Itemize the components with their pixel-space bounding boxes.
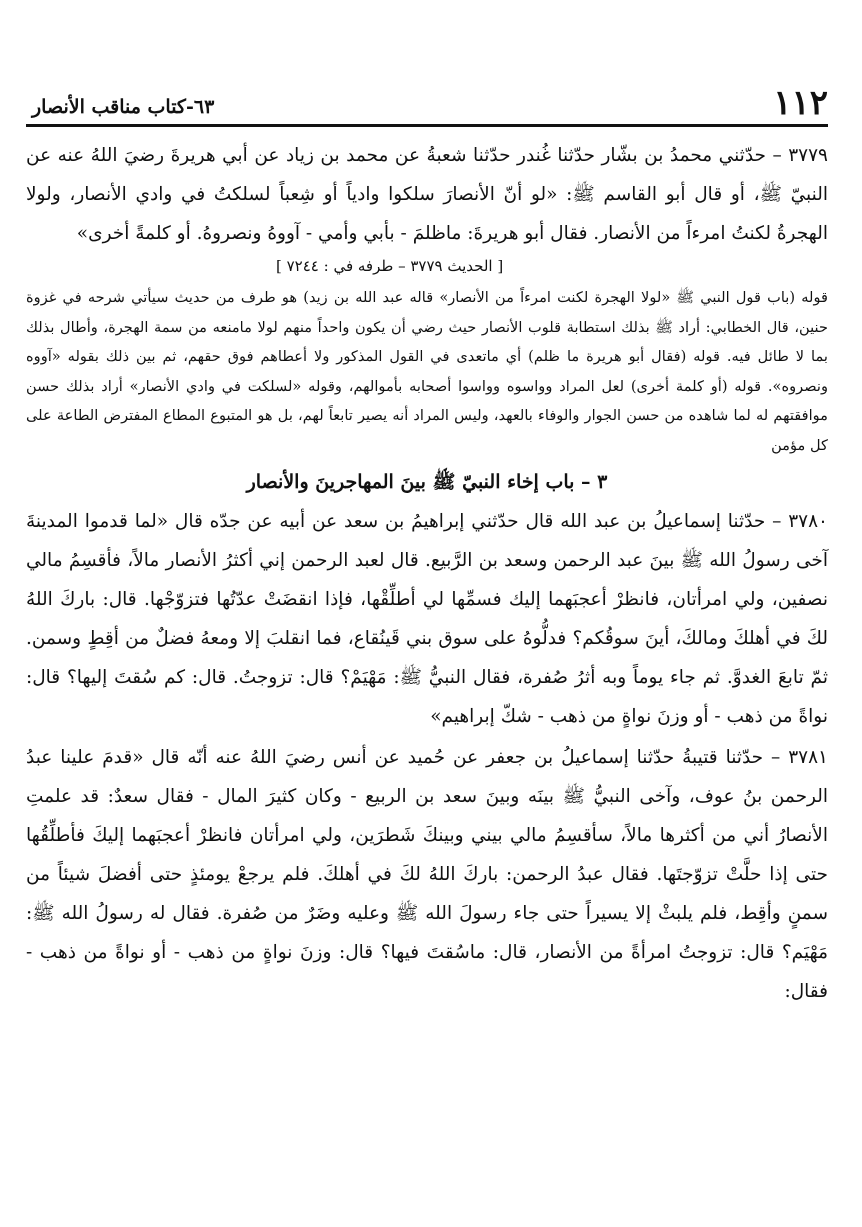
chapter-heading: ٣ – باب إخاء النبيّ ﷺ بينَ المهاجرينَ والأنصار — [246, 471, 608, 493]
hadith-3781: ٣٧٨١ – حدّثنا قتيبةُ حدّثنا إسماعيلُ بن جعفر عن حُميد عن أنس رضيَ اللهُ عنه أنّه قال «قدمَ علينا عبدُ الرحمن بنُ عوف، وآخى النبيُّ ﷺ بينَه وبينَ سعد بن الربيع - وكان كثيرَ المال - فقال سعدٌ: قد علمتِ الأنصارُ أني من أكثرها مالاً، سأقسِمُ مالي بيني وبينكَ شَطرَين، ولي امرأتان فانظرْ أعجبَهما إليكَ فأطلِّقُها حتى إذا حلَّتْ تزوّجتَها. فقال عبدُ الرحمن: باركَ اللهُ لكَ في أهلكَ. فلم يرجعْ يومئذٍ حتى أفضلَ شيئاً من سمنٍ وأقِط، فلم يلبثْ إلا يسيراً حتى جاء رسولَ الله ﷺ وعليه وضَرٌ من صُفرة. فقال له رسولُ الله ﷺ: مَهْيَم؟ قال: تزوجتُ امرأةً من الأنصار، قال: ماسُقتَ فيها؟ قال: وزنَ نواةٍ من ذهب - أو نواةً من ذهب - فقال: — [26, 747, 828, 1002]
hadith-reference: [ الحديث ٣٧٧٩ – طرفه في : ٧٢٤٤ ] — [276, 257, 504, 275]
hadith-3779: ٣٧٧٩ – حدّثني محمدُ بن بشّار حدّثنا غُندر حدّثنا شعبةُ عن محمد بن زياد عن أبي هريرةَ رضيَ اللهُ عنه عن النبيّ ﷺ، أو قال أبو القاسم ﷺ: «لو أنّ الأنصارَ سلكوا وادياً أو شِعباً لسلكتُ في وادي الأنصار، ولولا الهجرةُ لكنتُ امرءاً من الأنصار. فقال أبو هريرةَ: ماظلمَ - بأبي وأمي - آووهُ ونصروهُ. أو كلمةً أخرى» — [26, 145, 828, 244]
hadith-3780: ٣٧٨٠ – حدّثنا إسماعيلُ بن عبد الله قال حدّثني إبراهيمُ بن سعد عن أبيه عن جدّه قال «لما قدموا المدينةَ آخى رسولُ الله ﷺ بينَ عبد الرحمن وسعد بن الرَّبيع. قال لعبد الرحمن إني أكثرُ الأنصار مالاً، فأقسِمُ مالي نصفين، ولي امرأتان، فانظرْ أعجبَهما إليك فسمِّها لي أطلِّقْها، فإذا انقضَتْ عدّتُها فتزوّجْها. قال: باركَ اللهُ لكَ في أهلكَ ومالكَ، أينَ سوقُكم؟ فدلُّوهُ على سوق بني قَينُقاع، فما انقلبَ إلا ومعهُ فضلٌ من أقِطٍ وسمن. ثمّ تابعَ الغدوَّ. ثم جاء يوماً وبه أثرُ صُفرة، فقال النبيُّ ﷺ: مَهْيَمْ؟ قال: تزوجتُ. قال: كم سُقتَ إليها؟ قال: نواةً من ذهب - أو وزنَ نواةٍ من ذهب - شكّ إبراهيم» — [26, 511, 828, 727]
page-number: ١١٢ — [773, 83, 828, 123]
commentary-paragraph: قوله (باب قول النبي ﷺ «لولا الهجرة لكنت امرءاً من الأنصار» قاله عبد الله بن زيد) هو طرف من حديث سيأتي شرحه في غزوة حنين، قال الخطابي: أراد ﷺ بذلك استطابة قلوب الأنصار حيث رضي أن يكون واحداً منهم لولا مامنعه من سمة الهجرة، وأطال بذلك بما لا طائل فيه. قوله (فقال أبو هريرة ما ظلم) أي ماتعدى في القول المذكور ولا أعطاهم فوق حقهم، ثم بين ذلك بقوله «آووه ونصروه». قوله (أو كلمة أخرى) لعل المراد وواسوه وواسوا أصحابه بأموالهم، وقوله «لسلكت في وادي الأنصار» أراد بذلك حسن موافقتهم له لما شاهده من حسن الجوار والوفاء بالعهد، وليس المراد أنه يصير تابعاً لهم، بل هو المتبوع المطاع المفترض الطاعة على كل مؤمن — [26, 289, 828, 454]
page-body — [26, 136, 828, 1011]
running-title: ٦٣-كتاب مناقب الأنصار — [32, 96, 215, 118]
page-header — [26, 78, 828, 127]
